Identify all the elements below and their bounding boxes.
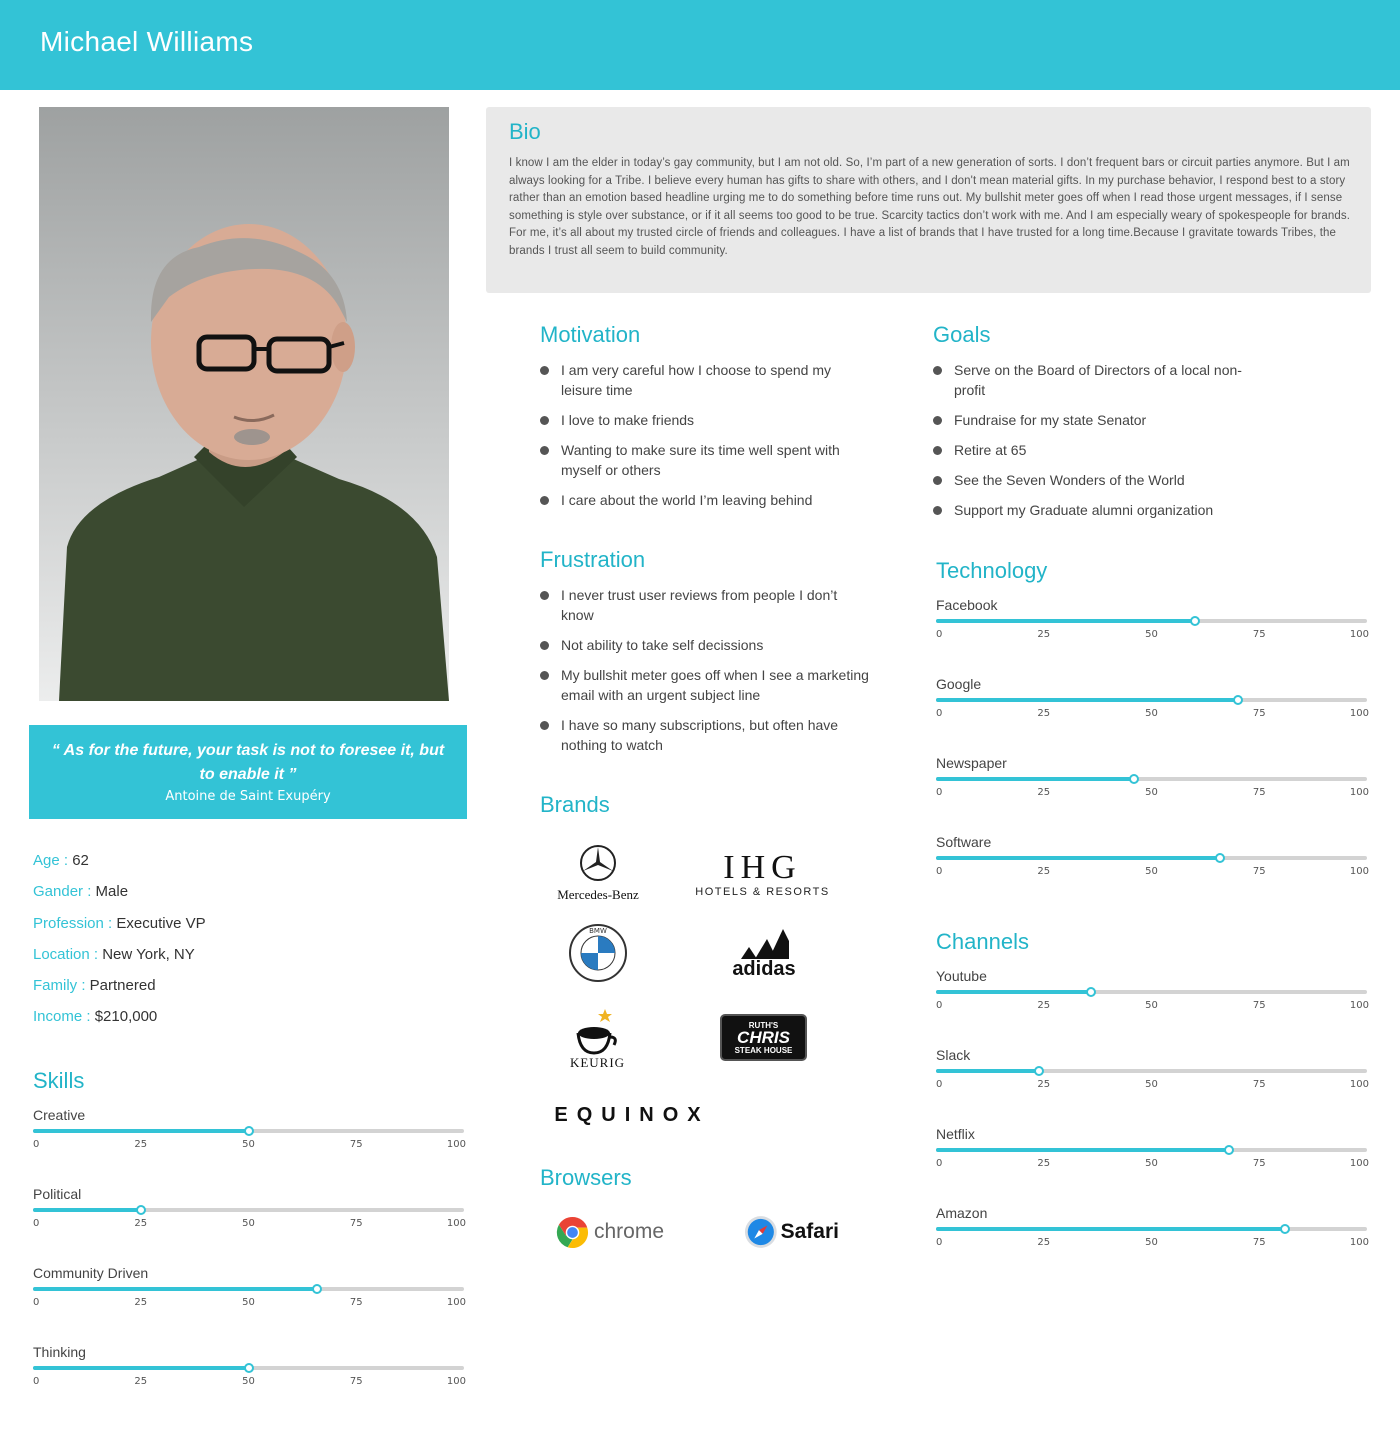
- slider-handle[interactable]: [244, 1363, 254, 1373]
- tick-label: 75: [349, 1376, 363, 1387]
- list-item: Retire at 65: [933, 440, 1253, 460]
- slider-fill: [33, 1366, 249, 1370]
- tick-label: 50: [1145, 787, 1158, 798]
- tick-label: 50: [242, 1139, 255, 1150]
- tick-label: 75: [1252, 1237, 1266, 1248]
- tick-label: 100: [1349, 1158, 1369, 1169]
- slider-ticks: [33, 1376, 464, 1390]
- tick-label: 0: [33, 1139, 40, 1150]
- slider-fill: [936, 1069, 1039, 1073]
- tick-label: 100: [1349, 629, 1369, 640]
- slider-fill: [936, 1148, 1229, 1152]
- brand-bmw: [567, 922, 629, 984]
- frustration-list: [540, 585, 870, 765]
- slider-label: Creative: [33, 1107, 86, 1123]
- tick-label: 75: [1252, 866, 1266, 877]
- motivation-title: Motivation: [540, 322, 641, 347]
- slider-fill: [33, 1287, 317, 1291]
- tick-label: 25: [1037, 1079, 1051, 1090]
- tick-label: 25: [134, 1297, 148, 1308]
- tick-label: 25: [134, 1139, 148, 1150]
- tick-label: 100: [1349, 708, 1369, 719]
- tick-label: 50: [1145, 1079, 1158, 1090]
- slider-community-driven: [33, 1265, 464, 1315]
- tick-label: 100: [446, 1139, 466, 1150]
- slider-label: Facebook: [936, 597, 998, 613]
- adidas-stripes-icon: [739, 927, 789, 959]
- technology-title: Technology: [936, 558, 1048, 583]
- slider-label: Thinking: [33, 1344, 86, 1360]
- tick-label: 0: [33, 1297, 40, 1308]
- safari-compass-icon: [744, 1214, 778, 1250]
- slider-thinking: [33, 1344, 464, 1394]
- browser-chrome: chrome: [556, 1214, 671, 1250]
- tick-label: 50: [1145, 866, 1158, 877]
- slider-fill: [936, 619, 1195, 623]
- tick-label: 25: [134, 1376, 148, 1387]
- slider-track[interactable]: [936, 619, 1367, 623]
- slider-fill: [936, 990, 1091, 994]
- brand-adidas: adidas: [722, 924, 806, 982]
- tick-label: 100: [1349, 787, 1369, 798]
- list-item: I never trust user reviews from people I don’t know: [540, 585, 870, 625]
- slider-ticks: [33, 1139, 464, 1153]
- motivation-list: [540, 360, 870, 520]
- slider-track[interactable]: [936, 1148, 1367, 1152]
- tick-label: 75: [1252, 708, 1266, 719]
- slider-ticks: [936, 866, 1367, 880]
- slider-handle[interactable]: [1280, 1224, 1290, 1234]
- list-item: I have so many subscriptions, but often have nothing to watch: [540, 715, 870, 755]
- svg-text:BMW: BMW: [589, 927, 607, 935]
- slider-ticks: [936, 1158, 1367, 1172]
- info-location: Location : New York, NY: [33, 945, 195, 963]
- slider-creative: [33, 1107, 464, 1157]
- brand-ruths-chris: RUTH'S CHRIS STEAK HOUSE: [720, 1014, 807, 1061]
- slider-fill: [33, 1208, 141, 1212]
- slider-handle[interactable]: [1034, 1066, 1044, 1076]
- tick-label: 100: [446, 1297, 466, 1308]
- list-item: My bullshit meter goes off when I see a marketing email with an urgent subject line: [540, 665, 870, 705]
- channels-title: Channels: [936, 929, 1029, 954]
- tick-label: 100: [1349, 1079, 1369, 1090]
- slider-track[interactable]: [936, 856, 1367, 860]
- tick-label: 50: [1145, 1237, 1158, 1248]
- tick-label: 25: [1037, 629, 1051, 640]
- slider-ticks: [936, 708, 1367, 722]
- list-item: Fundraise for my state Senator: [933, 410, 1253, 430]
- slider-track[interactable]: [33, 1208, 464, 1212]
- slider-handle[interactable]: [136, 1205, 146, 1215]
- tick-label: 100: [446, 1376, 466, 1387]
- slider-label: Newspaper: [936, 755, 1007, 771]
- list-item: See the Seven Wonders of the World: [933, 470, 1253, 490]
- slider-ticks: [33, 1297, 464, 1311]
- tick-label: 100: [1349, 1237, 1369, 1248]
- tick-label: 25: [1037, 1237, 1051, 1248]
- slider-newspaper: [936, 755, 1367, 805]
- slider-netflix: [936, 1126, 1367, 1176]
- slider-label: Political: [33, 1186, 82, 1202]
- slider-track[interactable]: [936, 1069, 1367, 1073]
- slider-software: [936, 834, 1367, 884]
- info-family: Family : Partnered: [33, 977, 156, 995]
- slider-fill: [936, 1227, 1285, 1231]
- tick-label: 50: [1145, 1158, 1158, 1169]
- goals-list: [933, 360, 1253, 530]
- list-item: Wanting to make sure its time well spent with myself or others: [540, 440, 870, 480]
- slider-track[interactable]: [33, 1129, 464, 1133]
- bio-title: Bio: [509, 119, 541, 144]
- quote-author: Antoine de Saint Exupéry: [165, 789, 331, 804]
- slider-track[interactable]: [936, 777, 1367, 781]
- info-gender: Gander : Male: [33, 883, 129, 901]
- slider-track[interactable]: [33, 1287, 464, 1291]
- tick-label: 75: [349, 1218, 363, 1229]
- list-item: Not ability to take self decissions: [540, 635, 870, 655]
- mercedes-star-icon: [578, 843, 618, 883]
- slider-track[interactable]: [936, 1227, 1367, 1231]
- list-item: I care about the world I’m leaving behind: [540, 490, 870, 510]
- slider-label: Netflix: [936, 1126, 975, 1142]
- tick-label: 25: [1037, 1158, 1051, 1169]
- chrome-icon: [556, 1216, 589, 1249]
- info-profession: Profession : Executive VP: [33, 914, 206, 932]
- tick-label: 75: [1252, 629, 1266, 640]
- info-age: Age : 62: [33, 852, 89, 869]
- slider-handle[interactable]: [1215, 853, 1225, 863]
- frustration-title: Frustration: [540, 547, 646, 572]
- slider-ticks: [936, 1079, 1367, 1093]
- list-item: Serve on the Board of Directors of a local non-profit: [933, 360, 1253, 400]
- tick-label: 75: [1252, 787, 1266, 798]
- tick-label: 25: [1037, 708, 1051, 719]
- tick-label: 50: [1145, 629, 1158, 640]
- tick-label: 0: [936, 708, 943, 719]
- slider-handle[interactable]: [1190, 616, 1200, 626]
- tick-label: 100: [446, 1218, 466, 1229]
- slider-label: Community Driven: [33, 1265, 149, 1281]
- slider-track[interactable]: [33, 1366, 464, 1370]
- slider-label: Google: [936, 676, 982, 692]
- tick-label: 75: [1252, 1079, 1266, 1090]
- slider-fill: [33, 1129, 249, 1133]
- slider-facebook: [936, 597, 1367, 647]
- tick-label: 25: [134, 1218, 148, 1229]
- slider-fill: [936, 856, 1220, 860]
- tick-label: 75: [349, 1297, 363, 1308]
- tick-label: 0: [936, 1079, 943, 1090]
- tick-label: 25: [1037, 787, 1051, 798]
- slider-fill: [936, 698, 1238, 702]
- slider-label: Slack: [936, 1047, 971, 1063]
- slider-handle[interactable]: [1224, 1145, 1234, 1155]
- bmw-logo-icon: [568, 923, 628, 983]
- slider-label: Software: [936, 834, 992, 850]
- keurig-cup-icon: [572, 1007, 624, 1055]
- tick-label: 0: [936, 1237, 943, 1248]
- browser-safari: Safari: [744, 1213, 839, 1251]
- slider-handle[interactable]: [1086, 987, 1096, 997]
- brands-title: Brands: [540, 792, 610, 817]
- tick-label: 75: [1252, 1158, 1266, 1169]
- list-item: Support my Graduate alumni organization: [933, 500, 1253, 520]
- tick-label: 25: [1037, 866, 1051, 877]
- tick-label: 25: [1037, 1000, 1051, 1011]
- goals-title: Goals: [933, 322, 991, 347]
- header-bar: [0, 0, 1400, 90]
- slider-label: Amazon: [936, 1205, 988, 1221]
- persona-name: Michael Williams: [40, 26, 254, 57]
- slider-ticks: [936, 787, 1367, 801]
- slider-ticks: [936, 1000, 1367, 1014]
- tick-label: 0: [33, 1218, 40, 1229]
- slider-handle[interactable]: [1233, 695, 1243, 705]
- slider-track[interactable]: [936, 990, 1367, 994]
- slider-ticks: [936, 629, 1367, 643]
- tick-label: 0: [936, 629, 943, 640]
- tick-label: 75: [1252, 1000, 1266, 1011]
- bio-text: I know I am the elder in today’s gay community, but I am not old. So, I’m part of a new generation of sorts. I don’t frequent bars or circuit parties anymore. But I am always looking for a Tribe. I believe every human has gifts to share with others, and I don't mean material gifts. In my purchase behavior, I respond best to a story rather than an emotion based headline urging me to do something before time runs out. My bullshit meter goes off when I read those urgent messages, if I sense something is style over substance, or if it all seems too good to be true. Scarcity tactics don’t work with me. And I am especially weary of spokespeople for brands. For me, it’s all about my trusted circle of friends and colleagues. I have a list of brands that I have trusted for a long time.Because I gravitate towards Tribes, the brands I trust all seem to build community.: [509, 157, 1351, 257]
- slider-youtube: [936, 968, 1367, 1018]
- brand-equinox: EQUINOX: [554, 1103, 710, 1126]
- tick-label: 50: [1145, 708, 1158, 719]
- list-item: I am very careful how I choose to spend my leisure time: [540, 360, 870, 400]
- tick-label: 0: [936, 1000, 943, 1011]
- slider-fill: [936, 777, 1134, 781]
- brand-mercedes: Mercedes-Benz: [548, 840, 648, 906]
- tick-label: 100: [1349, 1000, 1369, 1011]
- bio-box: [486, 107, 1371, 293]
- slider-track[interactable]: [936, 698, 1367, 702]
- slider-ticks: [33, 1218, 464, 1232]
- tick-label: 0: [936, 866, 943, 877]
- brand-keurig: KEURIG: [555, 1004, 640, 1074]
- slider-handle[interactable]: [312, 1284, 322, 1294]
- tick-label: 50: [242, 1376, 255, 1387]
- slider-political: [33, 1186, 464, 1236]
- slider-ticks: [936, 1237, 1367, 1251]
- tick-label: 0: [33, 1376, 40, 1387]
- tick-label: 0: [936, 1158, 943, 1169]
- tick-label: 50: [1145, 1000, 1158, 1011]
- slider-label: Youtube: [936, 968, 987, 984]
- slider-handle[interactable]: [1129, 774, 1139, 784]
- tick-label: 50: [242, 1297, 255, 1308]
- slider-google: [936, 676, 1367, 726]
- tick-label: 0: [936, 787, 943, 798]
- skills-title: Skills: [33, 1068, 85, 1093]
- slider-amazon: [936, 1205, 1367, 1255]
- list-item: I love to make friends: [540, 410, 870, 430]
- persona-photo: [39, 107, 449, 701]
- demographics: [33, 850, 433, 1038]
- browsers-title: Browsers: [540, 1165, 632, 1190]
- tick-label: 100: [1349, 866, 1369, 877]
- tick-label: 75: [349, 1139, 363, 1150]
- quote-text: “ As for the future, your task is not to foresee it, but to enable it ”: [51, 742, 445, 783]
- quote-box: [29, 725, 467, 819]
- slider-slack: [936, 1047, 1367, 1097]
- slider-handle[interactable]: [244, 1126, 254, 1136]
- info-income: Income : $210,000: [33, 1008, 158, 1026]
- tick-label: 50: [242, 1218, 255, 1229]
- brand-ihg: IHG HOTELS & RESORTS: [695, 849, 830, 898]
